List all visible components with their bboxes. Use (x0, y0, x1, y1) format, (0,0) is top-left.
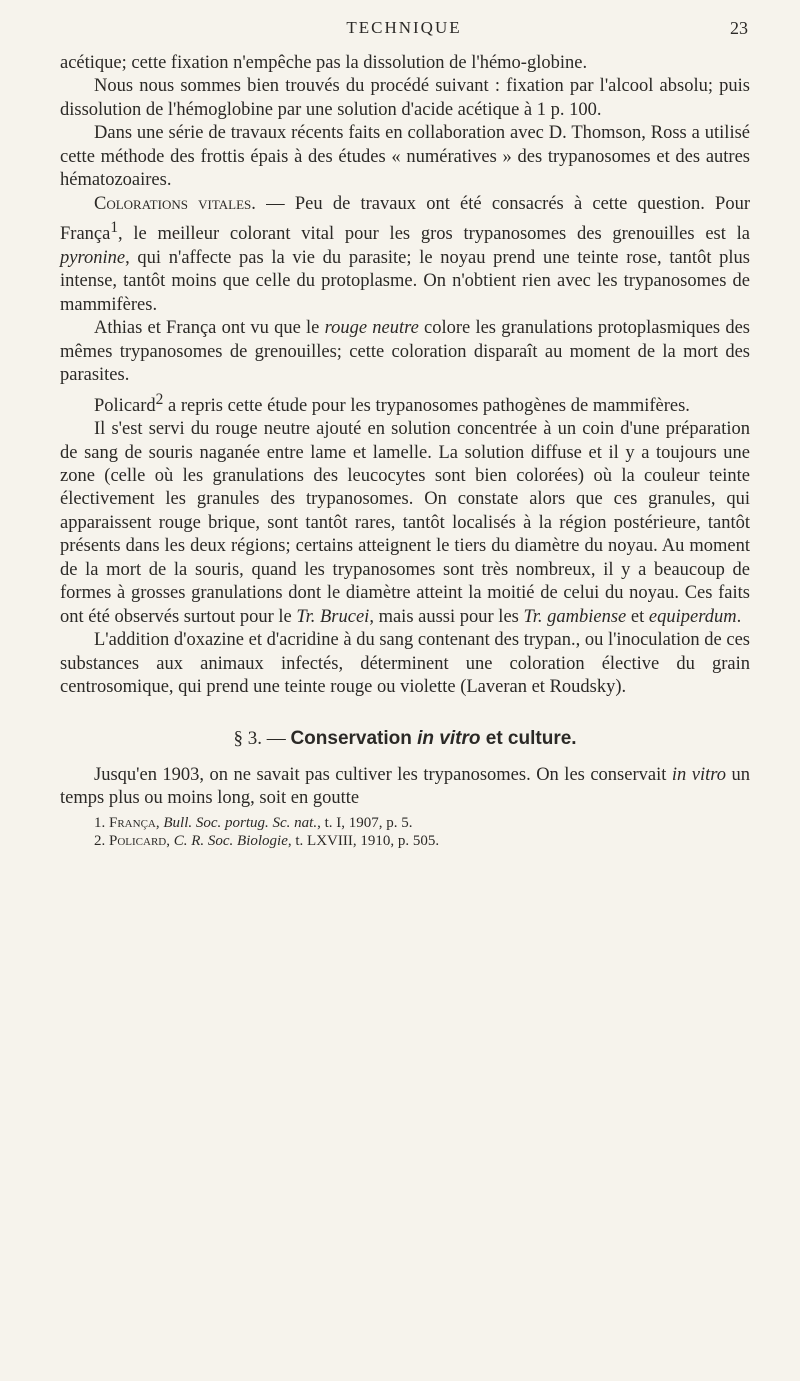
paragraph-thick-smears: Dans une série de travaux récents faits en collaboration avec D. Thomson, Ross a utilisé cette méthode des frottis épais à des études « numératives » des trypanosomes et des autres hématozoaires. (60, 123, 750, 191)
footnote-ref-2: 2 (155, 390, 164, 408)
paragraph-vital-stains: Colorations vitales. — Peu de travaux ont été consacrés à cette question. Pour França$^1$, le meilleur colorant vital pour les gros trypanosomes des grenouilles est la pyronine, qui n'affecte pas la vie du parasite; le noyau prend une teinte rose, tantôt plus intense, tantôt moins que celle du protoplasme. On n'obtient rien avec les trypanosomes de mammifères. (60, 193, 750, 315)
footnote-1: 1. França, Bull. Soc. portug. Sc. nat., t. I, 1907, p. 5. (94, 814, 413, 831)
term-tr-gambiense: Tr. gambiense (523, 606, 627, 627)
subheading-vital-stains: Colorations vitales. (94, 193, 256, 214)
paragraph-fixation: Nous nous sommes bien trouvés du procédé suivant : fixation par l'alcool absolu; puis dissolution de l'hémoglobine par une solution d'acide acétique à 1 p. 100. (60, 76, 750, 120)
page-header (60, 18, 748, 46)
paragraph-observations: Il s'est servi du rouge neutre ajouté en solution concentrée à un coin d'une préparation de sang de souris naganée entre lame et lamelle. La solution diffuse et il y a toujours une zone (celle où les granulations des leucocytes sont bien colorées) où la couleur teinte électivement les granules des trypanosomes. On constate alors que ces granules, qui apparaissent rouge brique, sont tantôt rares, tantôt localisés à la région postérieure, tantôt présents dans les deux régions; certains atteignent le tiers du diamètre du noyau. Au moment de la mort de la souris, quand les trypanosomes sont très nombreux, il y a beaucoup de formes à grosses granulations dont le diamètre atteint la moitié de celui du noyau. Ces faits ont été observés surtout pour le Tr. Brucei, mais aussi pour les Tr. gambiense et equiperdum. (60, 419, 750, 627)
running-title: TECHNIQUE (346, 18, 462, 37)
term-pyronine: pyronine (60, 247, 126, 268)
paragraph-conservation: Jusqu'en 1903, on ne savait pas cultiver les trypanosomes. On les conservait in vitro un temps plus ou moins long, soit en goutte (60, 765, 750, 809)
term-tr-brucei: Tr. Brucei (296, 606, 370, 627)
paragraph-neutral-red: Athias et França ont vu que le rouge neutre colore les granulations protoplasmiques des mêmes trypanosomes de grenouilles; cette coloration disparaît au moment de la mort des parasites. (60, 318, 750, 386)
term-equiperdum: equiperdum (648, 606, 737, 627)
paragraph-policard: Policard$^2$ a repris cette étude pour les trypanosomes pathogènes de mammifères. (94, 390, 690, 416)
term-rouge-neutre: rouge neutre (324, 318, 419, 339)
term-in-vitro: in vitro (417, 727, 481, 749)
term-in-vitro-text: in vitro (671, 765, 726, 785)
footnote-ref-1: 1 (110, 219, 119, 237)
footnote-2: 2. Policard, C. R. Soc. Biologie, t. LXVIII, 1910, p. 505. (94, 833, 440, 850)
page-number: 23 (730, 18, 748, 38)
paragraph-continuation: acétique; cette fixation n'empêche pas la dissolution de l'hémo-globine. (60, 53, 588, 73)
page-body (60, 52, 750, 851)
footnotes (60, 814, 750, 851)
paragraph-oxazine: L'addition d'oxazine et d'acridine à du sang contenant des trypan., ou l'inoculation de ces substances aux animaux infectés, déterminent une coloration élective du grain centrosomique, qui prend une teinte rouge ou violette (Laveran et Roudsky). (60, 630, 751, 698)
section-heading: § 3. — Conservation in vitro et culture. (233, 727, 577, 749)
